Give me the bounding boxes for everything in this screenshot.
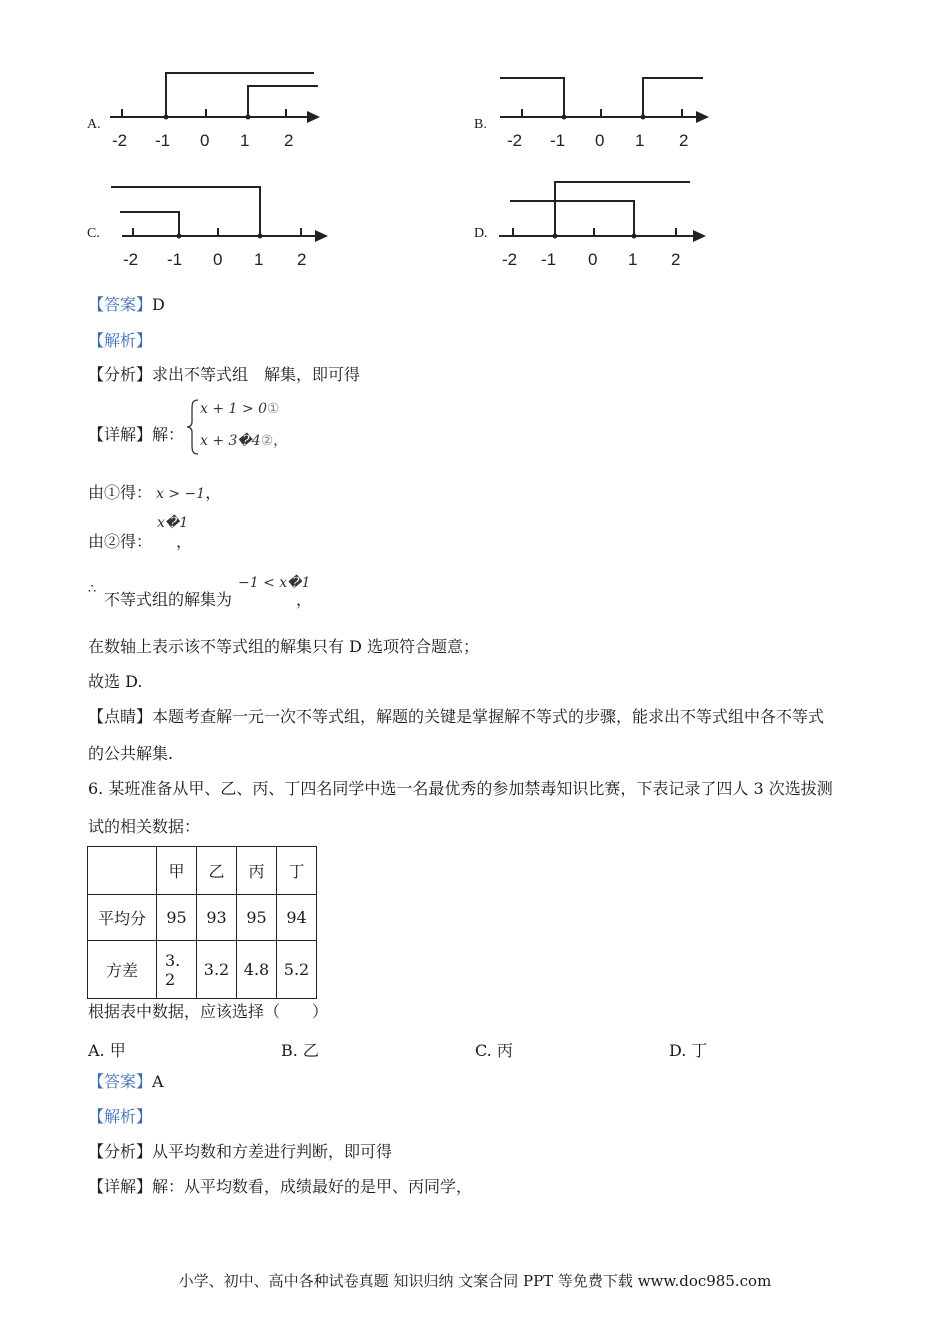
table-header-cell: 甲	[157, 847, 197, 895]
tick-label: 1	[254, 250, 264, 269]
table-cell: 95	[237, 895, 277, 941]
q5-fenxi	[88, 365, 360, 385]
option-d-label: D.	[474, 226, 488, 241]
tick-label: 1	[628, 250, 638, 269]
tick-label: 0	[213, 250, 223, 269]
answer-value: D	[152, 295, 165, 314]
answer-label: 【答案】	[88, 295, 153, 314]
q5-answer	[88, 295, 165, 315]
table-header-cell: 丁	[277, 847, 317, 895]
table-cell: 95	[157, 895, 197, 941]
table-cell: 94	[277, 895, 317, 941]
tick-label: 2	[679, 131, 689, 150]
q6-stem-2: 试的相关数据：	[88, 817, 201, 836]
q6-option-a: A. 甲	[88, 1041, 126, 1060]
table-cell: 方差	[88, 941, 157, 999]
tick-label: 2	[297, 250, 307, 269]
q5-step3: 不等式组的解集为 ，	[104, 590, 313, 609]
tick-label: 2	[284, 131, 294, 150]
tick-label: 0	[588, 250, 598, 269]
tick-label: -1	[155, 131, 171, 150]
inequality-1: x + 1 > 0①	[200, 401, 280, 417]
q6-analysis: 【解析】	[88, 1107, 153, 1126]
fenxi-label: 【分析】	[88, 365, 153, 384]
q6-prompt: 根据表中数据，应该选择（ ）	[88, 1002, 329, 1021]
page-footer: 小学、初中、高中各种试卷真题 知识归纳 文案合同 PPT 等免费下载 www.doc985.com	[178, 1272, 772, 1290]
q5-dianjing-cont: 的公共解集.	[88, 744, 174, 763]
tick-label: 1	[635, 131, 645, 150]
option-a-label: A.	[87, 117, 101, 132]
table-cell: 3.2	[197, 941, 237, 999]
q5-step2: 由②得： ，	[88, 532, 193, 551]
tick-label: -2	[507, 131, 523, 150]
tick-label: 0	[595, 131, 605, 150]
table-cell: 93	[197, 895, 237, 941]
tick-label: -2	[502, 250, 518, 269]
system-brace	[186, 398, 200, 456]
score-table	[87, 846, 317, 999]
table-cell: 5.2	[277, 941, 317, 999]
tick-label: 1	[240, 131, 250, 150]
q5-line4: 在数轴上表示该不等式组的解集只有 D 选项符合题意；	[88, 637, 480, 656]
q5-step2-math: x�1	[157, 515, 189, 531]
q5-dianjing: 【点睛】本题考查解一元一次不等式组，解题的关键是掌握解不等式的步骤，能求出不等式组中各不等式	[88, 707, 825, 726]
detail-label: 【详解】	[88, 425, 153, 444]
q5-detail	[88, 425, 184, 445]
fenxi-text: 求出不等式组 解集，即可得	[152, 365, 361, 384]
table-header-cell: 乙	[197, 847, 237, 895]
tick-label: -2	[123, 250, 139, 269]
tick-label: -2	[112, 131, 128, 150]
option-b-label: B.	[474, 117, 487, 132]
q5-step3-math: −1 < x�1	[238, 575, 311, 591]
q5-analysis	[88, 331, 152, 351]
tick-label: -1	[550, 131, 566, 150]
q6-stem-1: 6. 某班准备从甲、乙、丙、丁四名同学中选一名最优秀的参加禁毒知识比赛，下表记录了四人 3 次选拔测	[88, 779, 833, 798]
q6-option-d: D. 丁	[669, 1041, 708, 1060]
analysis-label: 【解析】	[88, 331, 153, 350]
q6-option-c: C. 丙	[475, 1041, 513, 1060]
number-line-d	[494, 172, 724, 272]
q5-line5: 故选 D.	[88, 672, 143, 691]
q6-fenxi: 【分析】从平均数和方差进行判断，即可得	[88, 1142, 393, 1161]
option-c-label: C.	[87, 226, 100, 241]
therefore-symbol: ∴	[88, 582, 97, 597]
table-header-cell: 丙	[237, 847, 277, 895]
q5-step1: 由①得： x > −1，	[88, 483, 222, 502]
q6-answer: 【答案】A	[88, 1072, 164, 1091]
number-line-b	[495, 62, 725, 157]
table-cell: 平均分	[88, 895, 157, 941]
table-header-cell	[88, 847, 157, 895]
table-cell: 4.8	[237, 941, 277, 999]
table-cell: 3. 2	[157, 941, 197, 999]
number-line-a	[100, 62, 330, 157]
q6-option-b: B. 乙	[281, 1041, 319, 1060]
number-line-c	[108, 180, 338, 275]
tick-label: -1	[167, 250, 183, 269]
q6-detail: 【详解】解：从平均数看，成绩最好的是甲、丙同学，	[88, 1177, 473, 1196]
tick-label: 2	[671, 250, 681, 269]
detail-text: 解：	[152, 425, 185, 444]
tick-label: -1	[541, 250, 557, 269]
inequality-2: x + 3�4②，	[200, 433, 288, 449]
tick-label: 0	[200, 131, 210, 150]
